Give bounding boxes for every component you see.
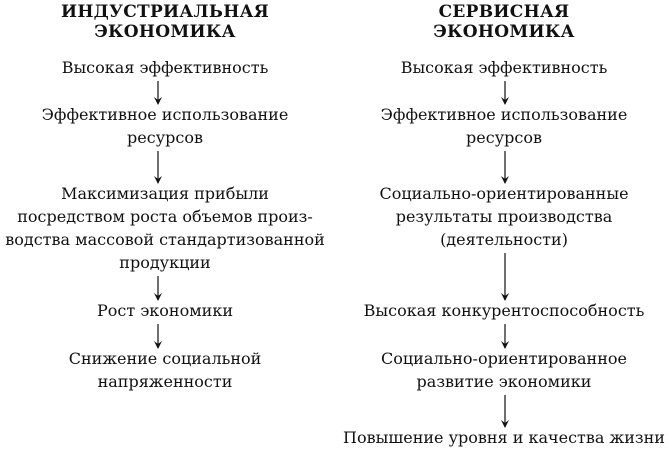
heading-line: ИНДУСТРИАЛЬНАЯ xyxy=(60,2,270,22)
step-line: развитие экономики xyxy=(416,372,592,391)
flow-arrow-down xyxy=(152,151,164,184)
arrow-down-icon xyxy=(499,324,511,349)
step-socially-oriented-development xyxy=(339,347,669,393)
heading-line: ЭКОНОМИКА xyxy=(94,22,236,42)
step-efficient-resource-use xyxy=(0,103,330,149)
flow-arrow-down xyxy=(152,276,164,301)
step-line: водства массовой стандартизованной xyxy=(5,230,325,249)
step-high-efficiency xyxy=(339,56,669,79)
arrow-down-icon xyxy=(152,324,164,349)
step-line: (деятельности) xyxy=(440,230,568,249)
industrial-economy-heading xyxy=(0,2,330,42)
flow-arrow-down xyxy=(152,81,164,105)
step-line: Социально-ориентированное xyxy=(381,349,627,368)
heading-line: ЭКОНОМИКА xyxy=(433,22,575,42)
step-line: Высокая конкурентоспособность xyxy=(363,301,645,320)
flow-arrow-down xyxy=(499,81,511,105)
flow-arrow-down xyxy=(499,324,511,349)
arrow-down-icon xyxy=(499,253,511,301)
arrow-down-icon xyxy=(152,276,164,301)
step-high-efficiency xyxy=(0,56,330,79)
service-economy-heading xyxy=(339,2,669,42)
heading-line: СЕРВИСНАЯ xyxy=(438,2,570,22)
step-line: посредством роста объемов произ- xyxy=(17,207,313,226)
arrow-down-icon xyxy=(499,81,511,105)
step-line: Высокая эффективность xyxy=(400,58,608,77)
step-line: Максимизация прибыли xyxy=(61,184,269,203)
flow-arrow-down xyxy=(499,151,511,184)
step-line: Снижение социальной xyxy=(68,349,262,368)
step-line: напряженности xyxy=(97,372,233,391)
step-social-tension-reduction xyxy=(0,347,330,393)
step-line: Социально-ориентированные xyxy=(379,184,629,203)
step-line: Высокая эффективность xyxy=(61,58,269,77)
arrow-down-icon xyxy=(152,81,164,105)
step-profit-maximization xyxy=(0,182,330,274)
arrow-down-icon xyxy=(152,151,164,184)
arrow-down-icon xyxy=(499,395,511,428)
step-line: Повышение уровня и качества жизни xyxy=(343,428,665,447)
flow-arrow-down xyxy=(499,253,511,301)
step-line: результаты производства xyxy=(395,207,613,226)
step-economic-growth xyxy=(0,299,330,322)
step-line: Эффективное использование xyxy=(41,105,289,124)
flow-arrow-down xyxy=(152,324,164,349)
step-high-competitiveness xyxy=(339,299,669,322)
step-efficient-resource-use xyxy=(339,103,669,149)
step-line: ресурсов xyxy=(127,128,203,147)
step-line: ресурсов xyxy=(466,128,542,147)
step-socially-oriented-results xyxy=(339,182,669,251)
step-living-standards-increase xyxy=(339,426,669,449)
flow-arrow-down xyxy=(499,395,511,428)
step-line: продукции xyxy=(119,253,211,272)
arrow-down-icon xyxy=(499,151,511,184)
step-line: Рост экономики xyxy=(97,301,233,320)
step-line: Эффективное использование xyxy=(380,105,628,124)
